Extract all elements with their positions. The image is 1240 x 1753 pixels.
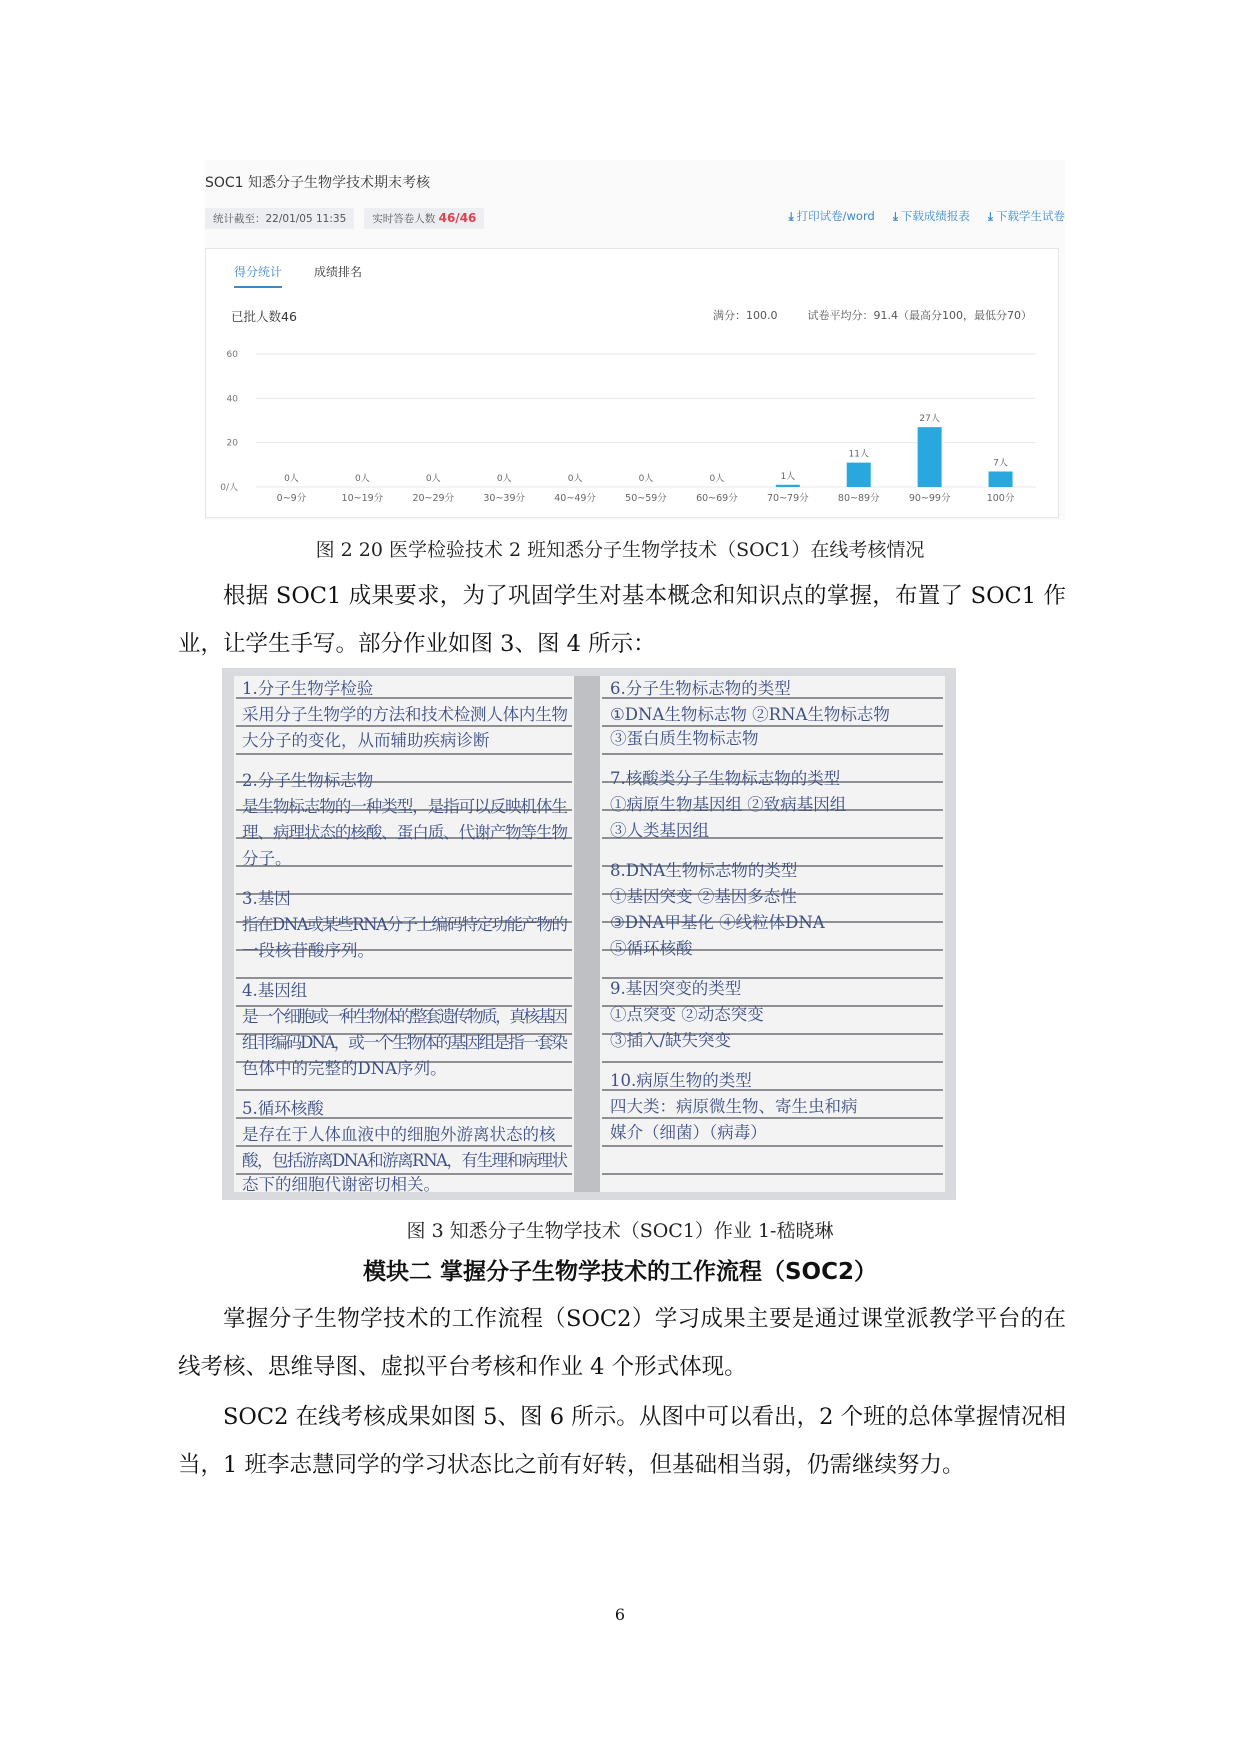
handwritten-line: 2.分子生物标志物	[242, 771, 374, 790]
answer-count-label: 实时答卷人数	[372, 213, 436, 225]
handwritten-line: ①基因突变 ②基因多态性	[610, 887, 797, 906]
bar-data-label: 0人	[354, 474, 370, 484]
handwritten-line: 6.分子生物标志物的类型	[610, 679, 791, 698]
paragraph-3: SOC2 在线考核成果如图 5、图 6 所示。从图中可以看出，2 个班的总体掌握情况相当，1 班李志慧同学的学习状态比之前有好转，但基础相当弱，仍需继续努力。	[178, 1404, 1066, 1478]
figure3-caption: 图 3 知悉分子生物学技术（SOC1）作业 1-嵇晓琳	[406, 1220, 834, 1242]
stat-time-badge: 统计截至：22/01/05 11:35	[205, 208, 354, 229]
x-tick-label: 80~89分	[837, 493, 880, 504]
exam-statistics-screenshot	[205, 160, 1065, 520]
handwritten-line: 8.DNA生物标志物的类型	[610, 861, 798, 880]
download-icon: ⤓	[987, 209, 993, 223]
handwritten-line: 大分子的变化，从而辅助疾病诊断	[242, 731, 490, 750]
handwritten-line: 1.分子生物学检验	[242, 679, 374, 698]
bar-data-label: 0人	[284, 474, 299, 484]
bar	[918, 427, 942, 487]
score-panel	[205, 248, 1059, 518]
x-tick-label: 0~9分	[276, 493, 307, 504]
handwritten-line: 是生物标志物的一种类型，是指可以反映机体生	[242, 797, 568, 816]
tab-score-ranking[interactable]: 成绩排名	[314, 265, 363, 279]
handwritten-line: ③DNA甲基化 ④线粒体DNA	[610, 913, 825, 932]
paragraph-1: 根据 SOC1 成果要求，为了巩固学生对基本概念和知识点的掌握，布置了 SOC1 作业，让学生手写。部分作业如图 3、图 4 所示：	[178, 583, 1066, 657]
y-tick-label: 60	[226, 350, 238, 360]
handwritten-line: 分子。	[242, 849, 292, 868]
bar-data-label: 27人	[919, 414, 940, 425]
score-tabs	[234, 263, 362, 288]
handwritten-line: 9.基因突变的类型	[610, 979, 742, 998]
download-icon: ⤓	[892, 209, 898, 223]
bar-data-label: 0人	[496, 474, 512, 484]
handwritten-line: ③人类基因组	[610, 821, 709, 840]
x-tick-label: 70~79分	[766, 493, 809, 504]
tab-score-statistics[interactable]: 得分统计	[234, 263, 282, 288]
handwritten-line: 态下的细胞代谢密切相关。	[242, 1175, 440, 1194]
figure2-caption: 图 2 20 医学检验技术 2 班知悉分子生物学技术（SOC1）在线考核情况	[315, 539, 925, 561]
bar-data-label: 0人	[567, 474, 583, 484]
download-actions	[789, 208, 1065, 224]
exam-title: SOC1 知悉分子生物学技术期末考核	[205, 175, 431, 191]
paragraph-2: 掌握分子生物学技术的工作流程（SOC2）学习成果主要是通过课堂派教学平台的在线考核、思维导图、虚拟平台考核和作业 4 个形式体现。	[178, 1306, 1066, 1380]
bar	[847, 463, 871, 487]
handwritten-line: 是存在于人体血液中的细胞外游离状态的核	[242, 1125, 556, 1144]
handwritten-line: 色体中的完整的DNA序列。	[242, 1059, 447, 1078]
y-tick-label: 0/人	[220, 483, 238, 493]
x-tick-label: 50~59分	[625, 493, 667, 504]
average-score: 试卷平均分：91.4（最高分100，最低分70）	[807, 309, 1032, 322]
score-summary	[713, 307, 1032, 323]
handwritten-line: 是一个细胞或一种生物体的整套遗传物质，真核基因	[242, 1007, 568, 1026]
answer-count-value: 46/46	[438, 211, 477, 225]
handwritten-line: ⑤循环核酸	[610, 939, 693, 958]
y-tick-label: 40	[226, 394, 238, 405]
download-papers-link[interactable]: ⤓ 下载学生试卷	[987, 209, 1065, 223]
handwritten-line: 四大类：病原微生物、寄生虫和病	[610, 1097, 858, 1116]
x-tick-label: 90~99分	[908, 493, 951, 504]
graded-count: 已批人数46	[231, 309, 297, 324]
section-heading: 模块二 掌握分子生物学技术的工作流程（SOC2）	[362, 1259, 877, 1285]
bar-data-label: 0人	[638, 474, 654, 484]
x-tick-label: 20~29分	[412, 493, 455, 504]
bar-data-label: 0人	[425, 474, 441, 484]
print-paper-link[interactable]: ⤓ 打印试卷/word	[788, 209, 875, 223]
full-score: 满分：100.0	[713, 309, 778, 322]
homework-photo	[222, 668, 956, 1200]
download-report-link[interactable]: ⤓ 下载成绩报表	[892, 209, 970, 223]
handwritten-line: 采用分子生物学的方法和技术检测人体内生物	[242, 705, 568, 724]
x-tick-label: 60~69分	[696, 493, 738, 504]
x-tick-label: 40~49分	[554, 493, 596, 504]
bar-data-label: 1人	[780, 471, 796, 482]
handwritten-line: ③蛋白质生物标志物	[610, 729, 759, 748]
handwritten-line: 组非编码DNA，或一个生物体的基因组是指一套染	[242, 1033, 568, 1052]
handwritten-line: ①点突变 ②动态突变	[610, 1005, 764, 1024]
bar-data-label: 7人	[993, 458, 1008, 469]
bar-data-label: 0人	[709, 474, 725, 484]
download-icon: ⤓	[788, 209, 794, 223]
x-tick-label: 100分	[986, 493, 1015, 504]
handwritten-line: 7.核酸类分子生物标志物的类型	[610, 769, 841, 788]
page-number: 6	[614, 1605, 626, 1624]
exam-meta	[205, 208, 484, 229]
handwritten-line: 理、病理状态的核酸、蛋白质、代谢产物等生物	[242, 823, 568, 842]
bar-data-label: 11人	[848, 449, 869, 460]
handwritten-line: 酸，包括游离DNA和游离RNA，有生理和病理状	[242, 1151, 568, 1170]
handwritten-line: 4.基因组	[242, 981, 308, 1000]
notebook-spine	[574, 676, 600, 1192]
x-tick-label: 30~39分	[483, 493, 526, 504]
handwritten-line: ③插入/缺失突变	[610, 1031, 732, 1050]
handwritten-line: 10.病原生物的类型	[610, 1071, 752, 1090]
handwritten-line: ①病原生物基因组 ②致病基因组	[610, 795, 847, 814]
handwritten-line: 指在DNA或某些RNA分子上编码特定功能产物的	[242, 915, 568, 934]
score-distribution-chart	[216, 329, 1046, 509]
bar	[776, 485, 800, 487]
handwritten-line: ①DNA生物标志物 ②RNA生物标志物	[610, 705, 890, 724]
handwritten-line: 5.循环核酸	[242, 1099, 324, 1118]
bar	[989, 471, 1013, 487]
answer-count-badge	[364, 208, 484, 229]
handwritten-line: 3.基因	[242, 889, 291, 908]
handwritten-line: 一段核苷酸序列。	[242, 941, 374, 960]
x-tick-label: 10~19分	[341, 493, 384, 504]
handwritten-line: 媒介（细菌）（病毒）	[610, 1123, 767, 1142]
y-tick-label: 20	[226, 438, 238, 449]
